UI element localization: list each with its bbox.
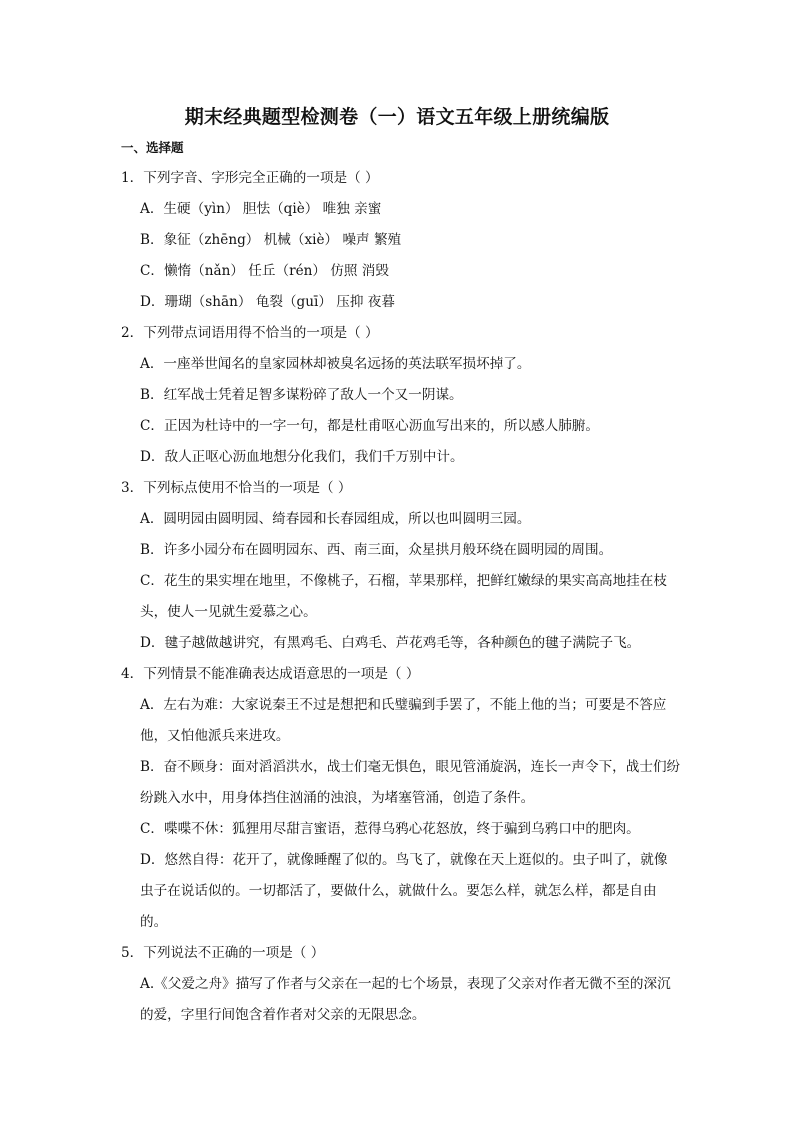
question-option: A．一座举世闻名的皇家园林却被臭名远扬的英法联军损坏掉了。 [140,356,531,372]
question-stem: 3．下列标点使用不恰当的一项是（ ） [121,480,352,496]
question-option: B．红军战士凭着足智多谋粉碎了敌人一个又一阴谋。 [140,387,463,403]
question-option: C．花生的果实埋在地里，不像桃子，石榴，苹果那样，把鲜红嫩绿的果实高高地挂在枝头，使人一见就生爱慕之心。 [140,573,667,620]
page-title: 期末经典题型检测卷（一）语文五年级上册统编版 [184,106,610,128]
question-3 [121,473,681,659]
question-stem: 2．下列带点词语用得不恰当的一项是（ ） [121,325,379,341]
question-2 [121,318,681,473]
question-option: C．正因为杜诗中的一字一句，都是杜甫呕心沥血写出来的，所以感人肺腑。 [140,418,599,434]
question-option: A．左右为难：大家说秦王不过是想把和氏璧骗到手罢了，不能上他的当；可要是不答应他，又怕他派兵来进攻。 [140,697,667,744]
question-option: A．生硬（yìn） 胆怯（qiè） 唯独 亲蜜 [140,201,382,217]
question-option: A．圆明园由圆明园、绮春园和长春园组成，所以也叫圆明三园。 [140,511,531,527]
question-option: D．悠然自得：花开了，就像睡醒了似的。鸟飞了，就像在天上逛似的。虫子叫了，就像虫子在说话似的。一切都活了，要做什么，就做什么。要怎么样，就怎么样，都是自由的。 [140,852,668,930]
question-stem: 4．下列情景不能准确表达成语意思的一项是（ ） [121,666,420,682]
question-option: D．毽子越做越讲究，有黑鸡毛、白鸡毛、芦花鸡毛等，各种颜色的毽子满院子飞。 [140,635,641,651]
question-option: D．珊瑚（shān） 龟裂（guī） 压抑 夜暮 [140,294,395,310]
section-heading: 一、选择题 [121,140,184,155]
question-list [121,163,681,1031]
question-option: D．敌人正呕心沥血地想分化我们，我们千万别中计。 [140,449,464,465]
question-option: A.《父爱之舟》描写了作者与父亲在一起的七个场景，表现了父亲对作者无微不至的深沉的爱，字里行间饱含着作者对父亲的无限思念。 [140,976,671,1023]
question-5 [121,938,681,1031]
question-4 [121,659,681,938]
question-stem: 1．下列字音、字形完全正确的一项是（ ） [121,170,379,186]
question-option: B．许多小园分布在圆明园东、西、南三面，众星拱月般环绕在圆明园的周围。 [140,542,613,558]
question-option: C．喋喋不休：狐狸用尽甜言蜜语，惹得乌鸦心花怒放，终于骗到乌鸦口中的肥肉。 [140,821,640,837]
question-option: B．象征（zhēng） 机械（xiè） 噪声 繁殖 [140,232,402,248]
question-option: C．懒惰（nǎn） 任丘（rén） 仿照 消毁 [140,263,389,279]
question-stem: 5．下列说法不正确的一项是（ ） [121,945,325,961]
question-option: B．奋不顾身：面对滔滔洪水，战士们毫无惧色，眼见管涌旋涡，连长一声令下，战士们纷纷跳入水中，用身体挡住汹涌的浊浪，为堵塞管涌，创造了条件。 [140,759,681,806]
question-1 [121,163,681,318]
